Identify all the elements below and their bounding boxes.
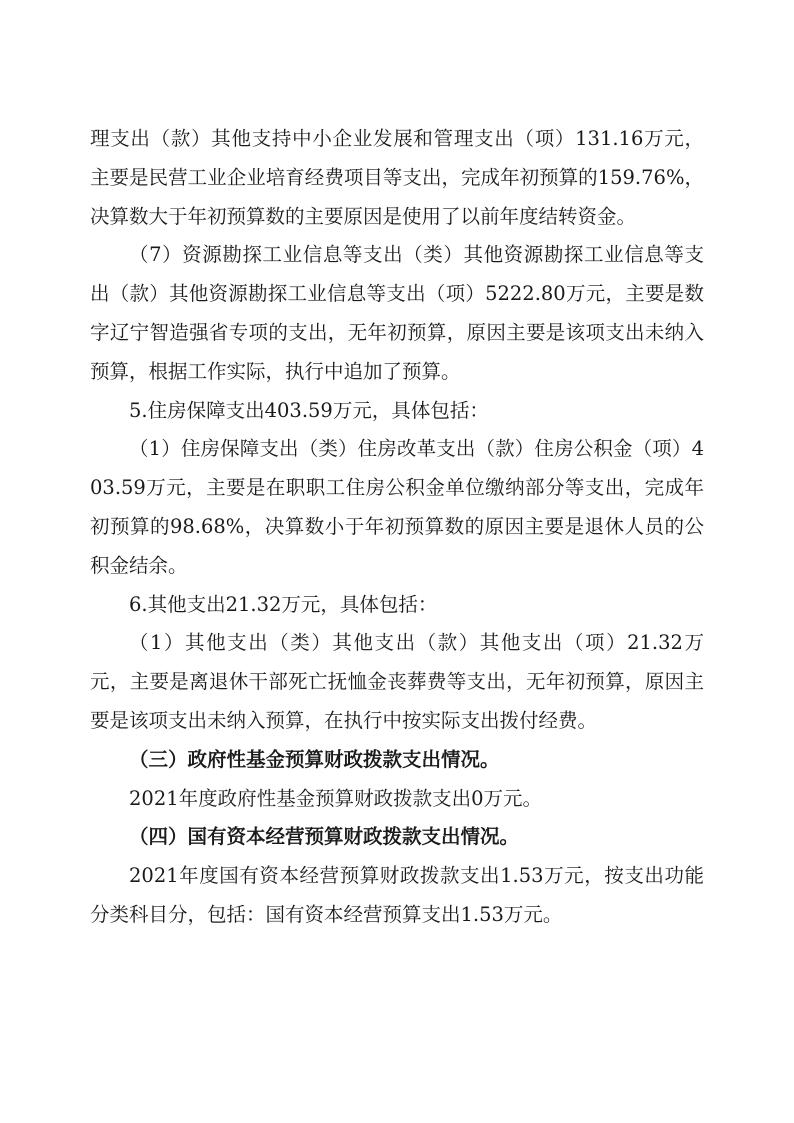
paragraph-other-heading: 6.其他支出21.32万元，具体包括： bbox=[129, 592, 438, 616]
paragraph-continuation: 理支出（款）其他支持中小企业发展和管理支出（项）131.16万元，主要是民营工业企业培育经费项目等支出，完成年初预算的159.76%，决算数大于年初预算数的主要原因是使用了以前年度结转资金。 bbox=[90, 127, 704, 228]
paragraph-item-7: （7）资源勘探工业信息等支出（类）其他资源勘探工业信息等支出（款）其他资源勘探工业信息等支出（项）5222.80万元，主要是数字辽宁智造强省专项的支出，无年初预算，原因主要是该项支出未纳入预算，根据工作实际，执行中追加了预算。 bbox=[90, 243, 704, 383]
paragraph-other-item-1: （1）其他支出（类）其他支出（款）其他支出（项）21.32万元，主要是离退休干部死亡抚恤金丧葬费等支出，无年初预算，原因主要是该项支出未纳入预算，在执行中按实际支出拨付经费。 bbox=[90, 631, 704, 732]
paragraph-fund-budget: 2021年度政府性基金预算财政拨款支出0万元。 bbox=[129, 786, 543, 810]
paragraph-state-capital: 2021年度国有资本经营预算财政拨款支出1.53万元，按支出功能分类科目分，包括：国有资本经营预算支出1.53万元。 bbox=[90, 864, 704, 926]
paragraph-housing-heading: 5.住房保障支出403.59万元，具体包括： bbox=[129, 398, 489, 422]
document-page bbox=[90, 120, 704, 935]
section-heading-3: （三）政府性基金预算财政拨款支出情况。 bbox=[129, 747, 500, 771]
paragraph-housing-item-1: （1）住房保障支出（类）住房改革支出（款）住房公积金（项）403.59万元，主要是在职职工住房公积金单位缴纳部分等支出，完成年初预算的98.68%，决算数小于年初预算数的原因主要是退休人员的公积金结余。 bbox=[90, 437, 704, 577]
section-heading-4: （四）国有资本经营预算财政拨款支出情况。 bbox=[129, 825, 520, 849]
